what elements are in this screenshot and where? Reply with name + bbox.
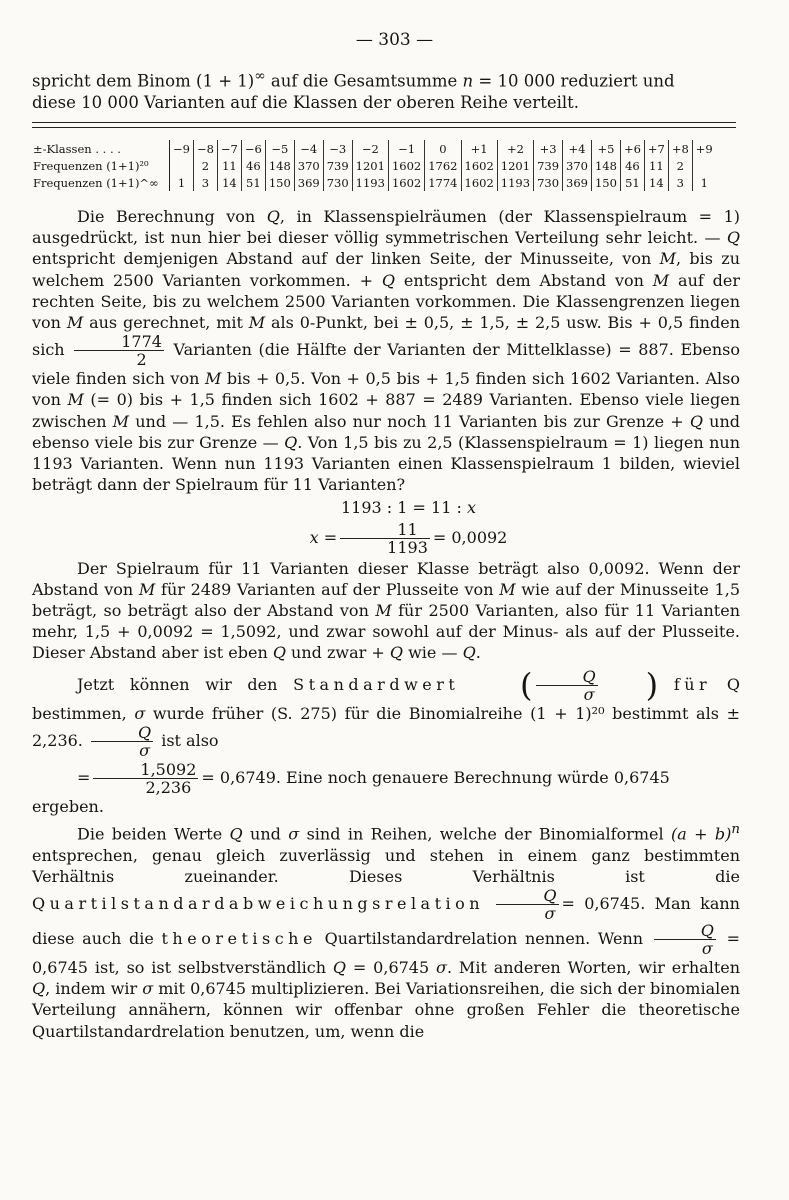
row-label: Frequenzen (1+1)^∞ bbox=[30, 174, 170, 191]
table-cell: 150 bbox=[265, 174, 294, 191]
table-cell: +7 bbox=[644, 140, 668, 157]
equation-proportion: 1193 : 1 = 11 : x bbox=[341, 498, 476, 518]
table-cell: +9 bbox=[695, 141, 713, 156]
table-cell: 1602 bbox=[461, 157, 497, 174]
table-row-freq20 bbox=[30, 157, 716, 174]
table-cell: 1 bbox=[700, 175, 708, 190]
table-cell: 1201 bbox=[352, 157, 388, 174]
paragraph-4: Die beiden Werte Q und σ sind in Reihen, welche der Binomialformel $(a + b)^n$ entsprechen, genau gleich zuverlässig und stehen in einem ganz bestimmten Verhältnis zueinander. Dieses Verhältnis ist die Quartilstandardabweichungsrelation $\frac{Q}{\sigma}$ = 0,6745. Man kann diese auch die theoretische Quartilstandardrelation nennen. Wenn $\frac{Q}{\sigma}$ = 0,6745 ist, so ist selbstverständlich Q = 0,6745 σ. Mit anderen Worten, wir erhalten Q, indem wir σ mit 0,6745 multiplizieren. Bei Variationsreihen, die sich der binomialen Verteilung annähern, können wir offenbar ohne großen Fehler die theoretische Quartilstandardrelation benutzen, um, wenn die bbox=[32, 822, 741, 1041]
table-cell: 730 bbox=[323, 174, 352, 191]
table-row-classes bbox=[30, 140, 716, 157]
table-cell: 730 bbox=[534, 174, 563, 191]
table-cell: −7 bbox=[217, 140, 241, 157]
table-cell: −4 bbox=[294, 140, 323, 157]
equation-x: x = $\frac{11}{1193}$ = 0,0092 bbox=[309, 519, 508, 557]
table-cell: 1201 bbox=[497, 157, 533, 174]
table-cell: 14 bbox=[644, 174, 668, 191]
table-cell: 369 bbox=[563, 174, 592, 191]
table-cell: 369 bbox=[294, 174, 323, 191]
table-cell: −3 bbox=[323, 140, 352, 157]
page-number: — 303 — bbox=[355, 30, 434, 50]
table-cell: 2 bbox=[193, 157, 217, 174]
table-cell: 1193 bbox=[497, 174, 533, 191]
frequency-table bbox=[30, 140, 716, 191]
table-cell: 46 bbox=[620, 157, 644, 174]
table-cell: 150 bbox=[591, 174, 620, 191]
table-cell: 11 bbox=[644, 157, 668, 174]
paragraph-2: Der Spielraum für 11 Varianten dieser Klasse beträgt also 0,0092. Wenn der Abstand von M für 2489 Varianten auf der Plusseite von M wie auf der Minusseite 1,5 beträgt, so beträgt also der Abstand von M für 2500 Varianten, also für 11 Varianten mehr, 1,5 + 0,0092 = 1,5092, und zwar sowohl auf der Minus- als auf der Plusseite. Dieser Abstand aber ist eben Q und zwar + Q wie — Q. bbox=[32, 558, 741, 663]
table-cell: −2 bbox=[352, 140, 388, 157]
table-cell: 148 bbox=[265, 157, 294, 174]
rule-top-1 bbox=[32, 122, 736, 123]
table-cell: 1602 bbox=[388, 157, 424, 174]
table-cell: 14 bbox=[217, 174, 241, 191]
table-cell: −5 bbox=[265, 140, 294, 157]
table-cell: +8 bbox=[668, 140, 692, 157]
table-cell: 1602 bbox=[461, 174, 497, 191]
table-cell: 1602 bbox=[388, 174, 424, 191]
table-cell: +5 bbox=[591, 140, 620, 157]
table-cell: 3 bbox=[668, 174, 692, 191]
table-cell: +6 bbox=[620, 140, 644, 157]
table-cell: +4 bbox=[563, 140, 592, 157]
body-text bbox=[32, 206, 740, 1042]
table-cell: +2 bbox=[497, 140, 533, 157]
row-label: ±-Klassen . . . . bbox=[30, 140, 170, 157]
intro-line-1: spricht dem Binom (1 + 1)∞ auf die Gesamtsumme n = 10 000 reduziert und bbox=[32, 68, 675, 91]
table-cell bbox=[170, 157, 194, 174]
table-cell: 1762 bbox=[425, 157, 461, 174]
table-cell: 2 bbox=[668, 157, 692, 174]
table-cell: −1 bbox=[388, 140, 424, 157]
table-cell: 1774 bbox=[425, 174, 461, 191]
equation-ratio: = $\frac{1,5092}{2,236}$ = 0,6749. Eine noch genauere Berechnung würde 0,6745 ergeben. bbox=[32, 759, 670, 816]
table-cell: −6 bbox=[241, 140, 265, 157]
table-cell: −9 bbox=[170, 140, 194, 157]
paragraph-3: Jetzt können wir den Standardwert ( $\frac{Q}{\sigma}$ ) für Q bestimmen, σ wurde früher (S. 275) für die Binomialreihe (1 + 1)²⁰ bestimmt als ± 2,236. $\frac{Q}{\sigma}$ ist also = $\frac{1,5092}{2,236}$ = 0,6749. Eine noch genauere Berechnung würde 0,6745 ergeben. bbox=[32, 666, 741, 816]
table-cell: 51 bbox=[620, 174, 644, 191]
table-cell: 148 bbox=[591, 157, 620, 174]
table-cell: 51 bbox=[241, 174, 265, 191]
table-cell: +3 bbox=[534, 140, 563, 157]
table-row-freqinf bbox=[30, 174, 716, 191]
rule-top-2 bbox=[32, 127, 736, 128]
table-cell: 0 bbox=[425, 140, 461, 157]
intro-text bbox=[32, 66, 740, 113]
table-cell bbox=[692, 157, 715, 174]
fraction-1774-2: $\frac{1774}{2}$ bbox=[74, 333, 164, 368]
intro-line-2: diese 10 000 Varianten auf die Klassen der oberen Reihe verteilt. bbox=[32, 92, 580, 112]
table-cell: 1 bbox=[170, 174, 194, 191]
table-cell: +1 bbox=[461, 140, 497, 157]
paragraph-1: Die Berechnung von Q, in Klassenspielräumen (der Klassenspielraum = 1) ausgedrückt, ist nun hier bei dieser völlig symmetrischen Verteilung sehr leicht. — Q entspricht demjenigen Abstand auf der linken Seite, der Minusseite, von M, bis zu welchem 2500 Varianten vorkommen. + Q entspricht dem Abstand von M auf der rechten Seite, bis zu welchem 2500 Varianten vorkommen. Die Klassengrenzen liegen von M aus gerechnet, mit M als 0-Punkt, bei ± 0,5, ± 1,5, ± 2,5 usw. Bis + 0,5 finden sich $\frac{1774}{2}$ Varianten (die Hälfte der Varianten der Mittelklasse) = 887. Ebenso viele finden sich von M bis + 0,5. Von + 0,5 bis + 1,5 finden sich 1602 Varianten. Also von M (= 0) bis + 1,5 finden sich 1602 + 887 = 2489 Varianten. Ebenso viele liegen zwischen M und — 1,5. Es fehlen also nur noch 11 Varianten bis zur Grenze + Q und ebenso viele bis zur Grenze — Q. Von 1,5 bis zu 2,5 (Klassenspielraum = 1) liegen nun 1193 Varianten. Wenn nun 1193 Varianten einen Klassenspielraum 1 bilden, wieviel beträgt dann der Spielraum für 11 Varianten? 1193 : 1 = 11 : x x = $\frac{11}{1193}$ = 0,0092 bbox=[32, 207, 741, 557]
table-cell: 3 bbox=[193, 174, 217, 191]
table-cell: 46 bbox=[241, 157, 265, 174]
table-cell: 739 bbox=[323, 157, 352, 174]
table-cell: 11 bbox=[217, 157, 241, 174]
table-cell: 739 bbox=[534, 157, 563, 174]
table-cell: −8 bbox=[193, 140, 217, 157]
row-label: Frequenzen (1+1)²⁰ bbox=[30, 157, 170, 174]
table-cell: 370 bbox=[563, 157, 592, 174]
table-cell: 1193 bbox=[352, 174, 388, 191]
table-cell: 370 bbox=[294, 157, 323, 174]
